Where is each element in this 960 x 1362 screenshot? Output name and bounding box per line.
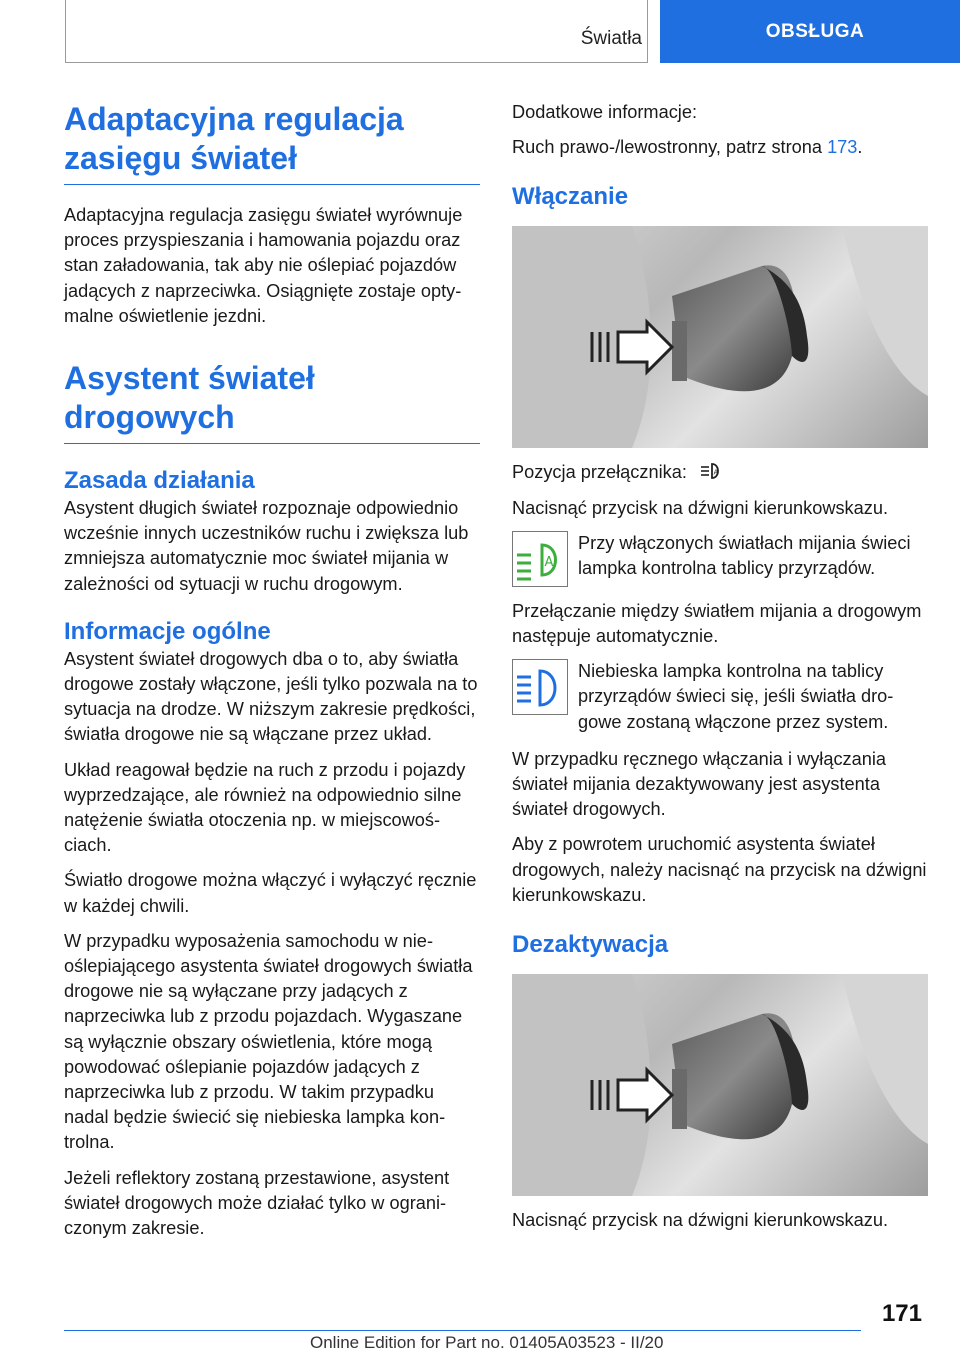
paragraph bbox=[512, 135, 928, 160]
paragraph: Aby z powrotem uruchomić asystenta świateł drogowych, należy nacisnąć na przycisk na dźwigni kierunkowskazu. bbox=[512, 834, 927, 905]
paragraph: Nacisnąć przycisk na dźwigni kierunkowskazu. bbox=[512, 497, 889, 518]
stalk-illustration bbox=[512, 974, 928, 1196]
footer-edition: Online Edition for Part no. 01405A03523 - II/20 bbox=[310, 1333, 664, 1352]
subheading-principle: Zasada działania bbox=[64, 467, 255, 495]
note-text: Przy włączonych światłach mijania świeci lampka kontrolna tablicy przyrządów. bbox=[578, 532, 911, 579]
footer-rule bbox=[64, 1330, 861, 1331]
paragraph: Adaptacyjna regulacja zasięgu świateł wyrównuje proces przyspieszania i hamowania pojazdu oraz stan załadowania, tak aby nie oślepiać pojazdów jadących z naprzeciwka. Osiągnięte zostaje optymalne oświetlenie jezdni. bbox=[64, 205, 463, 326]
paragraph: Przełączanie między światłem mijania a drogowym następuje automatycznie. bbox=[512, 600, 922, 647]
page-link-173[interactable]: 173 bbox=[827, 137, 858, 158]
text-span: Pozycja przełącznika: bbox=[512, 462, 687, 483]
page-number: 171 bbox=[881, 1300, 922, 1327]
text-span: Ruch prawo-/lewostronny, patrz strona bbox=[512, 137, 828, 158]
heading-activation: Włączanie bbox=[512, 183, 629, 211]
heading-high-beam-assistant: Asystent świateł drogowych bbox=[64, 360, 315, 436]
paragraph bbox=[512, 460, 928, 485]
green-high-beam-assistant-icon bbox=[512, 531, 568, 587]
blue-high-beam-icon bbox=[512, 659, 568, 715]
stalk-illustration bbox=[512, 226, 928, 448]
subheading-general-info: Informacje ogólne bbox=[64, 617, 271, 645]
header-chapter-tab[interactable]: OBSŁUGA bbox=[660, 0, 960, 63]
paragraph: Asystent świateł drogowych dba o to, aby światła drogowe zostały włączone, jeśli tylko pozwala na to sytuacja na drodze. W niższym zakresie prędkości, światła drogowe nie są włączane przez układ. bbox=[64, 648, 478, 745]
left-column bbox=[64, 100, 480, 1251]
heading-adaptive-range: Adaptacyjna regulacja zasięgu świateł bbox=[64, 101, 404, 176]
heading-rule bbox=[64, 443, 480, 444]
paragraph: W przypadku ręcznego włączania i wyłączania świateł mijania dezaktywowany jest asystenta świateł drogowych. bbox=[512, 748, 887, 820]
paragraph: Nacisnąć przycisk na dźwigni kierunkowskazu. bbox=[512, 1210, 889, 1231]
heading-rule bbox=[64, 184, 480, 185]
right-column bbox=[512, 100, 928, 1243]
stalk-image-deactivation bbox=[512, 974, 928, 1196]
header-section-title: Światła bbox=[580, 28, 642, 49]
paragraph: Światło drogowe można włączyć i wyłączyć ręcznie w każdej chwili. bbox=[64, 870, 477, 916]
paragraph: Asystent długich świateł rozpoznaje odpowiednio wcześnie innych uczestników ruchu i zwiększa lub zmniejsza automatycznie moc świateł mijania w zależności od sytuacji w ruchu drogowym. bbox=[64, 498, 469, 594]
svg-text:A: A bbox=[544, 554, 554, 570]
svg-text:A: A bbox=[713, 468, 719, 477]
auto-high-beam-icon bbox=[698, 460, 724, 482]
paragraph: Dodatkowe informacje: bbox=[512, 102, 697, 122]
stalk-image-activation bbox=[512, 226, 928, 448]
header-frame bbox=[65, 0, 648, 63]
paragraph: W przypadku wyposażenia samochodu w nieoślepiającego asystenta świateł drogowych światła drogowe nie są wyłączane przy jadących z naprzeciwka lub z przodu pojazdach. Wygaszane są wyłącznie obszary oświetlenia, które mogą powodować oślepianie pojazdów jadących z naprzeciwka lub z przodu. W takim przypadku nadal będzie świecić się niebieska lampka kontrolna. bbox=[64, 930, 473, 1153]
heading-deactivation: Dezaktywacja bbox=[512, 931, 669, 959]
text-span: . bbox=[857, 137, 863, 158]
paragraph: Układ reagował będzie na ruch z przodu i pojazdy wyprzedzające, ale również na odpowiednio silne natężenie światła otoczenia np. w miejscowościach. bbox=[64, 759, 466, 856]
paragraph: Jeżeli reflektory zostaną przestawione, asystent świateł drogowych może działać tylko w ograniczonym zakresie. bbox=[64, 1167, 450, 1239]
note-text: Niebieska lampka kontrolna na tablicy przyrządów świeci się, jeśli światła drogowe zostaną włączone przez system. bbox=[578, 661, 894, 732]
note-green-indicator bbox=[512, 531, 928, 587]
note-blue-indicator bbox=[512, 659, 928, 735]
